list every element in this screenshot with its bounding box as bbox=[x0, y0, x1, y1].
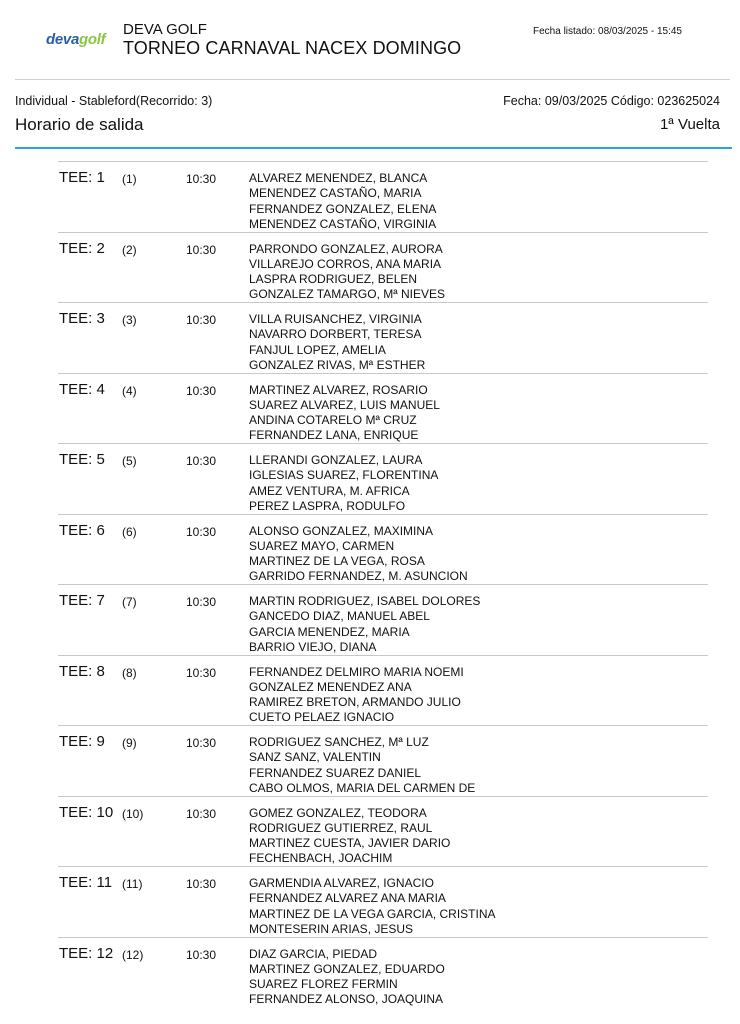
player-name: FERNANDEZ GONZALEZ, ELENA bbox=[249, 201, 437, 216]
tee-time: 10:30 bbox=[186, 313, 217, 327]
player-name: CABO OLMOS, MARIA DEL CARMEN DE bbox=[249, 780, 476, 795]
player-name: GANCEDO DIAZ, MANUEL ABEL bbox=[249, 609, 430, 624]
player-name: GONZALEZ MENENDEZ ANA bbox=[249, 679, 412, 694]
player-name: PEREZ LASPRA, RODULFO bbox=[249, 498, 406, 513]
player-name: SANZ SANZ, VALENTIN bbox=[249, 750, 381, 765]
date-code: Fecha: 09/03/2025 Código: 023625024 bbox=[503, 94, 720, 108]
player-name: GARCIA MENENDEZ, MARIA bbox=[249, 624, 410, 639]
player-name: SUAREZ FLOREZ FERMIN bbox=[249, 977, 398, 992]
player-name: RODRIGUEZ GUTIERREZ, RAUL bbox=[249, 820, 433, 835]
player-list bbox=[249, 665, 464, 726]
player-list bbox=[249, 242, 445, 303]
club-name: DEVA GOLF bbox=[123, 21, 207, 38]
player-name: SUAREZ ALVAREZ, LUIS MANUEL bbox=[249, 397, 440, 412]
player-name: FERNANDEZ SUAREZ DANIEL bbox=[249, 765, 422, 780]
player-name: GARMENDIA ALVAREZ, IGNACIO bbox=[249, 876, 434, 890]
accent-divider bbox=[15, 147, 732, 149]
player-list bbox=[249, 876, 496, 937]
tee-row bbox=[58, 232, 708, 303]
player-list bbox=[249, 312, 425, 373]
tee-time: 10:30 bbox=[186, 383, 217, 398]
tee-label: TEE: 4 bbox=[59, 380, 105, 398]
player-list bbox=[249, 806, 450, 867]
player-name: LLERANDI GONZALEZ, LAURA bbox=[249, 453, 423, 467]
player-name: MENENDEZ CASTAÑO, VIRGINIA bbox=[249, 216, 437, 231]
player-list bbox=[249, 453, 438, 514]
player-name: DIAZ GARCIA, PIEDAD bbox=[249, 946, 378, 961]
tee-label: TEE: 9 bbox=[59, 733, 105, 750]
tee-label: TEE: 6 bbox=[59, 521, 105, 539]
player-name: MARTINEZ CUESTA, JAVIER DARIO bbox=[249, 836, 451, 851]
player-name: MARTINEZ DE LA VEGA GARCIA, CRISTINA bbox=[249, 906, 496, 921]
player-name: MARTINEZ GONZALEZ, EDUARDO bbox=[249, 961, 445, 976]
player-name: VILLAREJO CORROS, ANA MARIA bbox=[249, 256, 442, 271]
header-divider bbox=[15, 79, 730, 80]
player-name: MARTINEZ ALVAREZ, ROSARIO bbox=[249, 382, 428, 397]
player-name: RODRIGUEZ SANCHEZ, Mª LUZ bbox=[249, 735, 429, 749]
player-name: MONTESERIN ARIAS, JESUS bbox=[249, 921, 414, 936]
player-name: ALVAREZ MENENDEZ, BLANCA bbox=[249, 171, 428, 185]
round-label: 1ª Vuelta bbox=[659, 116, 720, 133]
tee-row bbox=[58, 584, 708, 655]
tee-number: (4) bbox=[122, 383, 137, 398]
tee-row bbox=[58, 725, 708, 796]
list-date: Fecha listado: 08/03/2025 - 15:45 bbox=[533, 26, 682, 37]
tee-time-list bbox=[58, 161, 708, 1007]
tee-number: (11) bbox=[122, 877, 143, 891]
section-title: Horario de salida bbox=[15, 115, 144, 134]
tee-number: (7) bbox=[122, 595, 137, 609]
tee-label: TEE: 12 bbox=[59, 944, 114, 962]
tee-label: TEE: 11 bbox=[59, 874, 113, 891]
tee-time: 10:30 bbox=[186, 736, 217, 750]
competition-mode: Individual - Stableford(Recorrido: 3) bbox=[15, 94, 213, 108]
player-name: GONZALEZ RIVAS, Mª ESTHER bbox=[249, 357, 426, 372]
tee-time: 10:30 bbox=[186, 242, 217, 257]
tee-number: (6) bbox=[122, 524, 137, 539]
tee-label: TEE: 7 bbox=[59, 592, 105, 609]
player-name: NAVARRO DORBERT, TERESA bbox=[249, 327, 422, 342]
player-name: FERNANDEZ ALONSO, JOAQUINA bbox=[249, 992, 444, 1007]
deva-golf-logo bbox=[46, 31, 105, 48]
player-name: MARTIN RODRIGUEZ, ISABEL DOLORES bbox=[249, 594, 481, 608]
logo-deva-text: deva bbox=[46, 31, 79, 48]
tee-time: 10:30 bbox=[186, 806, 217, 821]
player-name: SUAREZ MAYO, CARMEN bbox=[249, 538, 395, 553]
player-list bbox=[249, 594, 480, 655]
tee-number: (2) bbox=[122, 242, 137, 257]
player-name: ANDINA COTARELO Mª CRUZ bbox=[249, 413, 417, 428]
tee-row bbox=[58, 161, 708, 232]
player-name: MENENDEZ CASTAÑO, MARIA bbox=[249, 186, 422, 201]
player-name: RAMIREZ BRETON, ARMANDO JULIO bbox=[249, 695, 461, 710]
tee-number: (5) bbox=[122, 454, 137, 468]
tee-row bbox=[58, 373, 708, 444]
player-list bbox=[249, 383, 440, 444]
tee-row bbox=[58, 866, 708, 937]
tee-row bbox=[58, 302, 708, 373]
player-name: FERNANDEZ DELMIRO MARIA NOEMI bbox=[249, 664, 464, 679]
tee-time: 10:30 bbox=[186, 172, 217, 186]
tee-label: TEE: 5 bbox=[59, 451, 105, 468]
tee-label: TEE: 2 bbox=[59, 239, 105, 257]
tee-number: (8) bbox=[122, 665, 137, 680]
tee-time: 10:30 bbox=[186, 454, 217, 468]
player-name: CUETO PELAEZ IGNACIO bbox=[249, 710, 395, 725]
tee-row bbox=[58, 937, 708, 1008]
player-name: FANJUL LOPEZ, AMELIA bbox=[249, 342, 386, 357]
tee-time: 10:30 bbox=[186, 947, 217, 962]
tee-row bbox=[58, 796, 708, 867]
player-name: ALONSO GONZALEZ, MAXIMINA bbox=[249, 523, 434, 538]
tee-label: TEE: 10 bbox=[59, 803, 114, 821]
tee-label: TEE: 8 bbox=[59, 662, 105, 680]
player-list bbox=[249, 524, 468, 585]
player-list bbox=[249, 735, 475, 796]
tee-label: TEE: 1 bbox=[59, 169, 105, 186]
player-list bbox=[249, 947, 445, 1008]
player-name: GARRIDO FERNANDEZ, M. ASUNCION bbox=[249, 569, 468, 584]
tee-number: (3) bbox=[122, 313, 137, 327]
tee-time: 10:30 bbox=[186, 524, 217, 539]
tee-time: 10:30 bbox=[186, 595, 217, 609]
tee-time: 10:30 bbox=[186, 665, 217, 680]
tee-label: TEE: 3 bbox=[59, 310, 105, 327]
tee-row bbox=[58, 514, 708, 585]
player-name: FERNANDEZ ALVAREZ ANA MARIA bbox=[249, 891, 446, 906]
player-name: AMEZ VENTURA, M. AFRICA bbox=[249, 483, 410, 498]
player-name: FECHENBACH, JOACHIM bbox=[249, 851, 393, 866]
tee-number: (9) bbox=[122, 736, 137, 750]
player-name: MARTINEZ DE LA VEGA, ROSA bbox=[249, 554, 425, 569]
logo-golf-text: golf bbox=[79, 31, 106, 48]
tee-time: 10:30 bbox=[186, 877, 217, 891]
player-name: FERNANDEZ LANA, ENRIQUE bbox=[249, 428, 419, 443]
tee-row bbox=[58, 443, 708, 514]
tee-number: (10) bbox=[122, 806, 144, 821]
tee-number: (12) bbox=[122, 947, 144, 962]
player-name: VILLA RUISANCHEZ, VIRGINIA bbox=[249, 312, 422, 326]
player-list bbox=[249, 171, 436, 232]
player-name: GOMEZ GONZALEZ, TEODORA bbox=[249, 805, 427, 820]
player-name: LASPRA RODRIGUEZ, BELEN bbox=[249, 272, 418, 287]
player-name: PARRONDO GONZALEZ, AURORA bbox=[249, 241, 443, 256]
player-name: IGLESIAS SUAREZ, FLORENTINA bbox=[249, 468, 439, 483]
player-name: BARRIO VIEJO, DIANA bbox=[249, 639, 377, 654]
tournament-title: TORNEO CARNAVAL NACEX DOMINGO bbox=[123, 38, 462, 58]
tee-row bbox=[58, 655, 708, 726]
tee-number: (1) bbox=[122, 172, 137, 186]
player-name: GONZALEZ TAMARGO, Mª NIEVES bbox=[249, 287, 446, 302]
